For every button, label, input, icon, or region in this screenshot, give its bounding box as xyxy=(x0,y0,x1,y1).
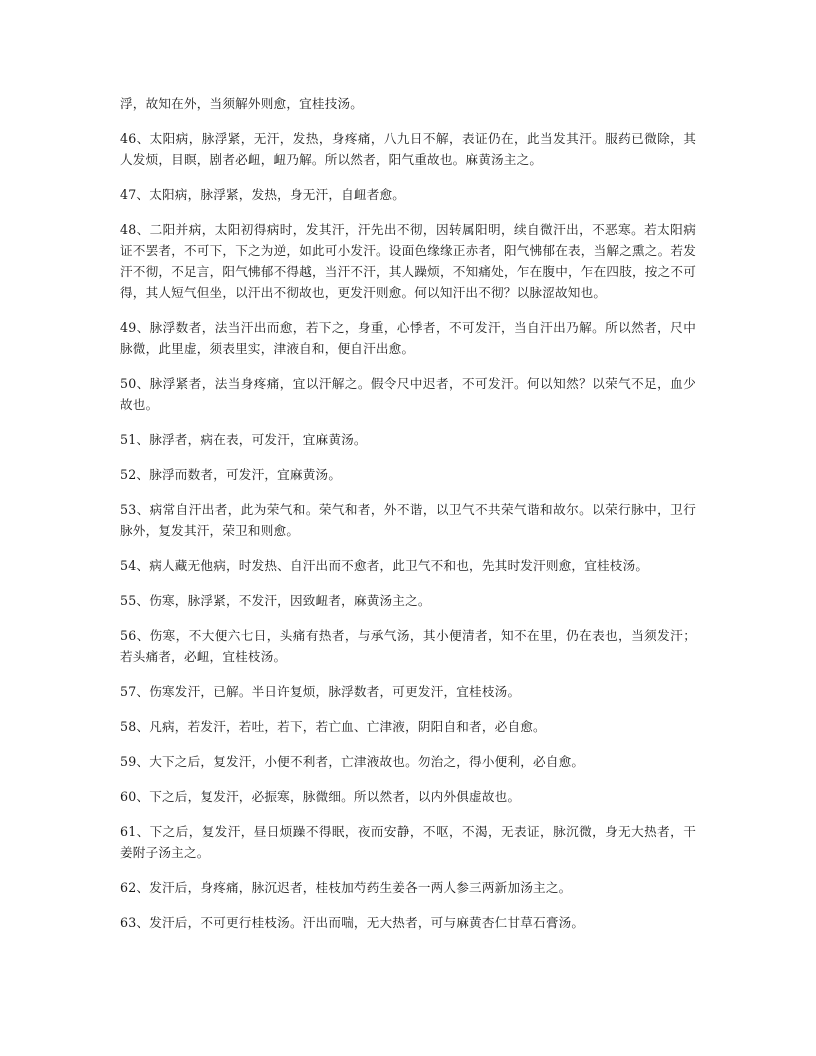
paragraph: 49、脉浮数者，法当汗出而愈，若下之，身重，心悸者，不可发汗，当自汗出乃解。所以然者，尺中脉微，此里虚，须表里实，津液自和，便自汗出愈。 xyxy=(120,320,696,356)
paragraph: 58、凡病，若发汗，若吐，若下，若亡血、亡津液，阴阳自和者，必自愈。 xyxy=(120,719,546,734)
paragraph: 48、二阳并病，太阳初得病时，发其汗，汗先出不彻，因转属阳明，续自微汗出，不恶寒。若太阳病证不罢者，不可下，下之为逆，如此可小发汗。设面色缘缘正赤者，阳气怫郁在表，当解之熏之。若发汗不彻，不足言，阳气怫郁不得越，当汗不汗，其人躁烦，不知痛处，乍在腹中，乍在四肢，按之不可得，其人短气但坐，以汗出不彻故也，更发汗则愈。何以知汗出不彻？以脉涩故知也。 xyxy=(120,222,696,300)
paragraph: 61、下之后，复发汗，昼日烦躁不得眠，夜而安静，不呕，不渴，无表证，脉沉微，身无大热者，干姜附子汤主之。 xyxy=(120,824,696,860)
paragraph: 46、太阳病，脉浮紧，无汗，发热，身疼痛，八九日不解，表证仍在，此当发其汗。服药已微除，其人发烦，目瞑，剧者必衄，衄乃解。所以然者，阳气重故也。麻黄汤主之。 xyxy=(120,131,696,167)
paragraph: 63、发汗后，不可更行桂枝汤。汗出而喘，无大热者，可与麻黄杏仁甘草石膏汤。 xyxy=(120,915,585,930)
paragraph: 52、脉浮而数者，可发汗，宜麻黄汤。 xyxy=(120,467,342,482)
paragraph: 60、下之后，复发汗，必振寒，脉微细。所以然者，以内外俱虚故也。 xyxy=(120,789,521,804)
paragraph: 59、大下之后，复发汗，小便不利者，亡津液故也。勿治之，得小便利，必自愈。 xyxy=(120,754,585,769)
paragraph: 55、伤寒，脉浮紧，不发汗，因致衄者，麻黄汤主之。 xyxy=(120,593,431,608)
paragraph: 54、病人藏无他病，时发热、自汗出而不愈者，此卫气不和也，先其时发汗则愈，宜桂枝汤。 xyxy=(120,558,649,573)
paragraph: 47、太阳病，脉浮紧，发热，身无汗，自衄者愈。 xyxy=(120,187,406,202)
paragraph: 56、伤寒，不大便六七日，头痛有热者，与承气汤，其小便清者，知不在里，仍在表也，当须发汗；若头痛者，必衄，宜桂枝汤。 xyxy=(120,628,696,664)
paragraph: 57、伤寒发汗，已解。半日许复烦，脉浮数者，可更发汗，宜桂枝汤。 xyxy=(120,684,521,699)
paragraph: 62、发汗后，身疼痛，脉沉迟者，桂枝加芍药生姜各一两人参三两新加汤主之。 xyxy=(120,880,572,895)
paragraph: 51、脉浮者，病在表，可发汗，宜麻黄汤。 xyxy=(120,432,367,447)
paragraph: 53、病常自汗出者，此为荣气和。荣气和者，外不谐，以卫气不共荣气谐和故尔。以荣行脉中，卫行脉外，复发其汗，荣卫和则愈。 xyxy=(120,502,696,538)
paragraph: 浮，故知在外，当须解外则愈，宜桂技汤。 xyxy=(120,96,364,111)
document-body xyxy=(120,93,696,933)
paragraph: 50、脉浮紧者，法当身疼痛，宜以汗解之。假令尺中迟者，不可发汗。何以知然？以荣气不足，血少故也。 xyxy=(120,376,696,412)
